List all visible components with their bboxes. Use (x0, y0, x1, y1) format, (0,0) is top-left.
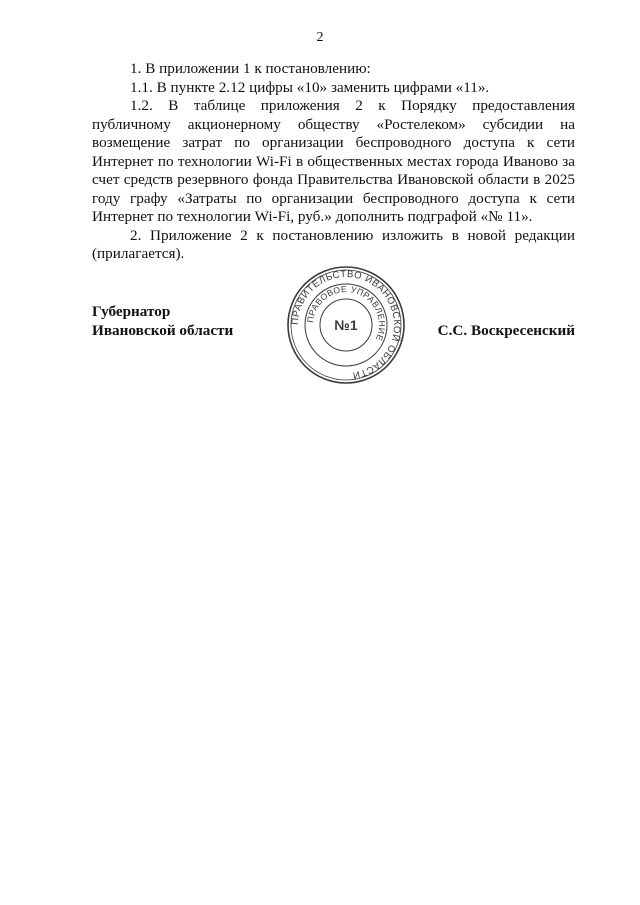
signatory-title-line-1: Губернатор (92, 303, 171, 320)
signatory-name: С.С. Воскресенский (437, 322, 575, 339)
paragraph-1-2: 1.2. В таблице приложения 2 к Порядку предоставления публичному акционерному обществу «Ростелеком» субсидии на возмещение затрат по организации беспроводного доступа к сети Интернет по технологии Wi-Fi в общественных местах города Иваново за счет средств резервного фонда Правительства Ивановской области в 2025 году графу «Затраты по организации беспроводного доступа к сети Интернет по технологии Wi-Fi, руб.» дополнить подграфой «№ 11». (92, 97, 575, 225)
paragraph-1: 1. В приложении 1 к постановлению: (130, 60, 371, 77)
signatory-title-line-2: Ивановской области (92, 322, 234, 339)
seal-inner-text: ПРАВОВОЕ УПРАВЛЕНИЕ (304, 283, 388, 343)
seal-outer-text: ПРАВИТЕЛЬСТВО ИВАНОВСКОЙ ОБЛАСТИ (289, 268, 403, 381)
signatory-title (92, 302, 233, 340)
paragraph-2: 2. Приложение 2 к постановлению изложить в новой редакции (прилагается). (92, 226, 575, 262)
document-body (92, 60, 575, 264)
page-number: 2 (316, 30, 324, 45)
official-seal-stamp (285, 264, 407, 386)
seal-center-number: №1 (334, 317, 358, 333)
paragraph-1-1: 1.1. В пункте 2.12 цифры «10» заменить цифрами «11». (130, 78, 490, 96)
